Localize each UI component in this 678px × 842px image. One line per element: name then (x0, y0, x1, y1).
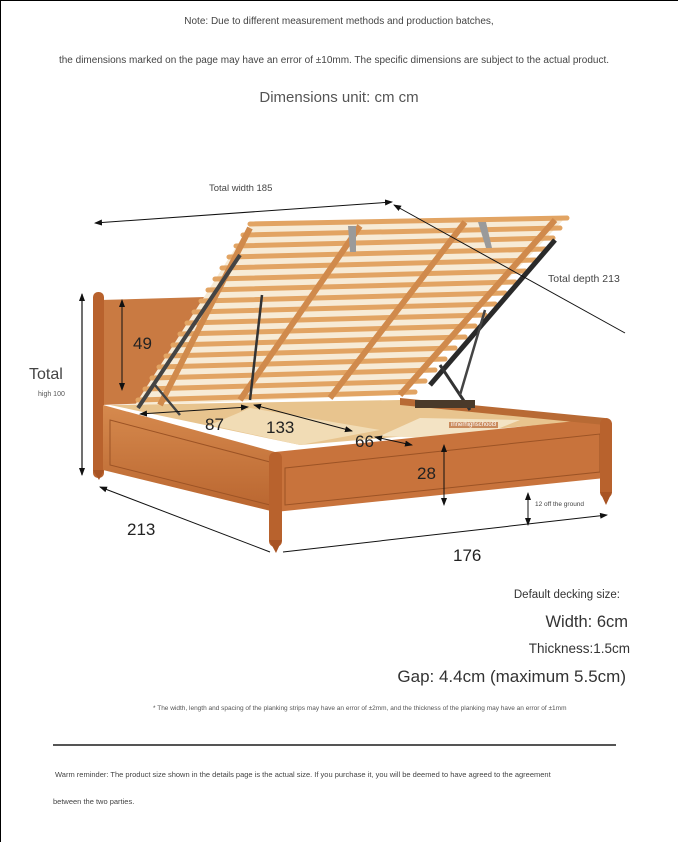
page-border-top (0, 0, 678, 1)
total-height-value: high 100 (38, 391, 65, 398)
total-height-label: Total (29, 366, 63, 383)
width-value: 176 (453, 546, 482, 565)
side-height-value: 28 (417, 464, 436, 483)
decking-tolerance-footnote: * The width, length and spacing of the planking strips may have an error of ±2mm, and the thickness of the planking may have an error of ±1mm (153, 705, 567, 712)
bed-dimension-diagram (0, 170, 678, 570)
storage-width-value: 87 (205, 415, 224, 434)
decking-gap: Gap: 4.4cm (maximum 5.5cm) (397, 667, 626, 686)
storage-depth-value: 133 (266, 418, 295, 437)
headboard-height-value: 49 (133, 334, 152, 353)
decking-width: Width: 6cm (545, 613, 628, 631)
warm-reminder-line1: Warm reminder: The product size shown in the details page is the actual size. If you purchase it, you will be deemed to have agreed to the agreement (55, 770, 551, 779)
slat-platform (135, 218, 567, 415)
decking-size-heading: Default decking size: (513, 589, 620, 601)
dimensions-unit-title: Dimensions unit: cm cm (259, 89, 419, 106)
total-depth-label: Total depth 213 (548, 273, 620, 285)
total-width-label: Total width 185 (209, 183, 273, 194)
bed-illustration (0, 170, 678, 570)
length-value: 213 (127, 520, 156, 539)
warm-reminder-line2: between the two parties. (53, 797, 135, 806)
ground-clearance-label: 12 off the ground (535, 501, 585, 508)
section-divider (53, 744, 616, 746)
measurement-note-line1: Note: Due to different measurement methods and production batches, (184, 16, 494, 27)
decking-thickness: Thickness:1.5cm (528, 641, 630, 656)
watermark: innerhighschool3 (451, 422, 497, 428)
storage-inner-value: 66 (355, 432, 374, 451)
measurement-note-line2: the dimensions marked on the page may have an error of ±10mm. The specific dimensions are subject to the actual product. (58, 55, 610, 66)
